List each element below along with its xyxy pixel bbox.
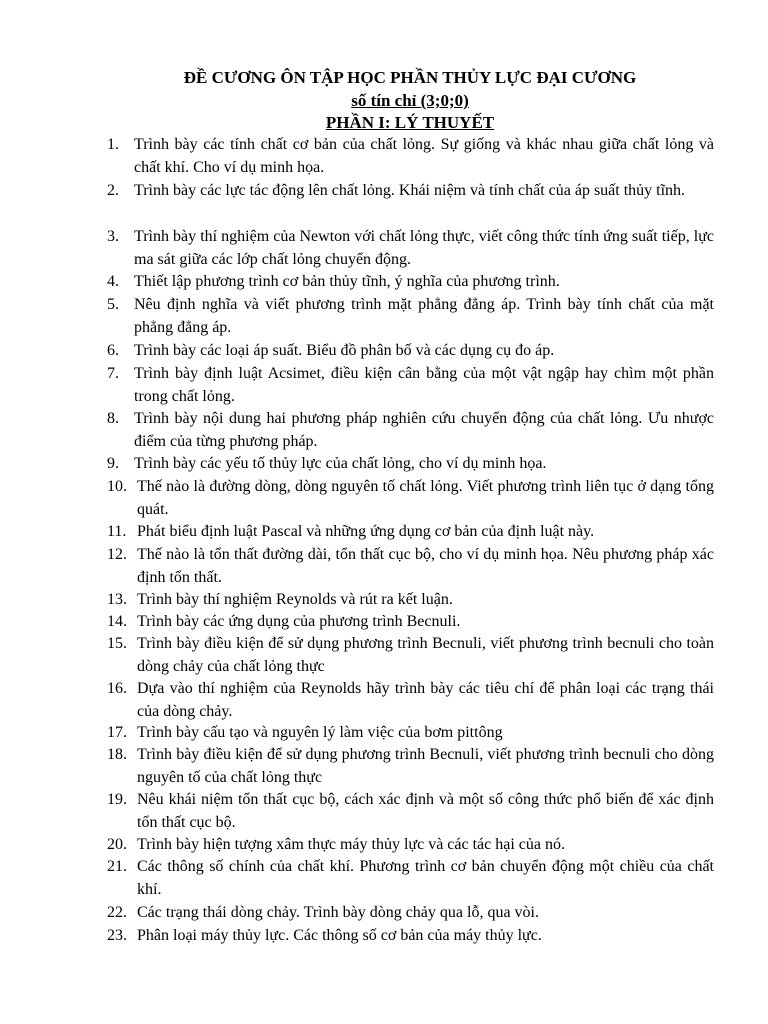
question-number: 6. [107, 342, 119, 359]
question-number: 14. [107, 613, 127, 630]
question-text: Dựa vào thí nghiệm của Reynolds hãy trình bày các tiêu chí để phân loại các trạng thái của dòng chảy. [137, 680, 714, 720]
question-number: 12. [107, 546, 127, 563]
question-item [107, 901, 714, 924]
question-item [107, 610, 714, 633]
question-number: 3. [107, 228, 119, 245]
question-number: 10. [107, 478, 127, 495]
question-text: Thiết lập phương trình cơ bản thủy tĩnh, ý nghĩa của phương trình. [134, 273, 560, 290]
question-number: 8. [107, 410, 119, 427]
document-title: ĐỀ CƯƠNG ÔN TẬP HỌC PHẦN THỦY LỰC ĐẠI CƯƠNG [183, 68, 637, 87]
question-number: 21. [107, 858, 127, 875]
question-number: 15. [107, 635, 127, 652]
question-item [107, 743, 714, 789]
question-item [107, 588, 714, 611]
question-text: Thế nào là tổn thất đường dài, tổn thất cục bộ, cho ví dụ minh họa. Nêu phương pháp xác định tổn thất. [137, 546, 714, 586]
question-item [107, 270, 714, 293]
question-text: Phân loại máy thủy lực. Các thông số cơ bản của máy thủy lực. [137, 927, 542, 944]
question-item [107, 407, 714, 453]
question-number: 9. [107, 455, 119, 472]
question-number: 13. [107, 591, 127, 608]
question-text: Nêu khái niệm tổn thất cục bộ, cách xác định và một số công thức phổ biến để xác định tổn thất cục bộ. [137, 791, 714, 831]
question-number: 23. [107, 927, 127, 944]
question-text: Các thông số chính của chất khí. Phương trình cơ bản chuyển động một chiều của chất khí. [137, 858, 714, 898]
question-text: Trình bày nội dung hai phương pháp nghiên cứu chuyển động của chất lỏng. Ưu nhược điểm của từng phương pháp. [134, 410, 714, 450]
question-item [107, 179, 714, 202]
question-number: 20. [107, 836, 127, 853]
question-item [107, 293, 714, 339]
question-text: Các trạng thái dòng chảy. Trình bày dòng chảy qua lỗ, qua vòi. [137, 904, 539, 921]
question-item [107, 924, 714, 947]
question-number: 18. [107, 746, 127, 763]
question-text: Trình bày các lực tác động lên chất lỏng. Khái niệm và tính chất của áp suất thủy tĩnh. [134, 182, 686, 199]
question-item [107, 520, 714, 543]
question-number: 22. [107, 904, 127, 921]
question-item [107, 452, 714, 475]
question-number: 7. [107, 365, 119, 382]
question-text: Thế nào là đường dòng, dòng nguyên tố chất lỏng. Viết phương trình liên tục ở dạng tổng quát. [137, 478, 714, 518]
question-item [107, 362, 714, 408]
question-text: Trình bày các tính chất cơ bản của chất lỏng. Sự giống và khác nhau giữa chất lỏng và chất khí. Cho ví dụ minh họa. [134, 136, 714, 176]
question-text: Trình bày các yếu tố thủy lực của chất lỏng, cho ví dụ minh họa. [134, 455, 547, 472]
question-text: Trình bày điều kiện để sử dụng phương trình Becnuli, viết phương trình becnuli cho toàn dòng chảy của chất lỏng thực [137, 635, 714, 675]
question-text: Nêu định nghĩa và viết phương trình mặt phẳng đẳng áp. Trình bày tính chất của mặt phẳng đẳng áp. [134, 296, 714, 336]
question-number: 1. [107, 136, 119, 153]
question-number: 19. [107, 791, 127, 808]
section-heading: PHẦN I: LÝ THUYẾT [325, 113, 495, 132]
question-text: Trình bày các loại áp suất. Biểu đồ phân bố và các dụng cụ đo áp. [134, 342, 555, 359]
question-item [107, 475, 714, 521]
question-item [107, 225, 714, 271]
question-item [107, 543, 714, 589]
question-text: Trình bày hiện tượng xâm thực máy thủy lực và các tác hại của nó. [137, 836, 565, 853]
question-number: 16. [107, 680, 127, 697]
question-text: Phát biểu định luật Pascal và những ứng dụng cơ bản của định luật này. [137, 523, 595, 540]
question-number: 11. [107, 523, 127, 540]
question-text: Trình bày các ứng dụng của phương trình Becnuli. [137, 613, 461, 630]
question-number: 5. [107, 296, 119, 313]
question-text: Trình bày định luật Acsimet, điều kiện cân bằng của một vật ngập hay chìm một phần trong chất lỏng. [134, 365, 714, 405]
credits-line: số tín chỉ (3;0;0) [351, 91, 469, 110]
question-text: Trình bày cấu tạo và nguyên lý làm việc của bơm pittông [137, 724, 503, 741]
question-text: Trình bày thí nghiệm Reynolds và rút ra kết luận. [137, 591, 453, 608]
question-item [107, 632, 714, 678]
question-item [107, 833, 714, 856]
question-item [107, 855, 714, 901]
question-text: Trình bày thí nghiệm của Newton với chất lỏng thực, viết công thức tính ứng suất tiếp, lực ma sát giữa các lớp chất lỏng chuyển động. [134, 228, 714, 268]
question-number: 2. [107, 182, 119, 199]
question-item [107, 133, 714, 179]
question-item [107, 677, 714, 723]
question-number: 4. [107, 273, 119, 290]
question-text: Trình bày điều kiện để sử dụng phương trình Becnuli, viết phương trình becnuli cho dòng nguyên tố của chất lỏng thực [137, 746, 714, 786]
question-item [107, 788, 714, 834]
question-item [107, 339, 714, 362]
question-number: 17. [107, 724, 127, 741]
question-item [107, 721, 714, 744]
